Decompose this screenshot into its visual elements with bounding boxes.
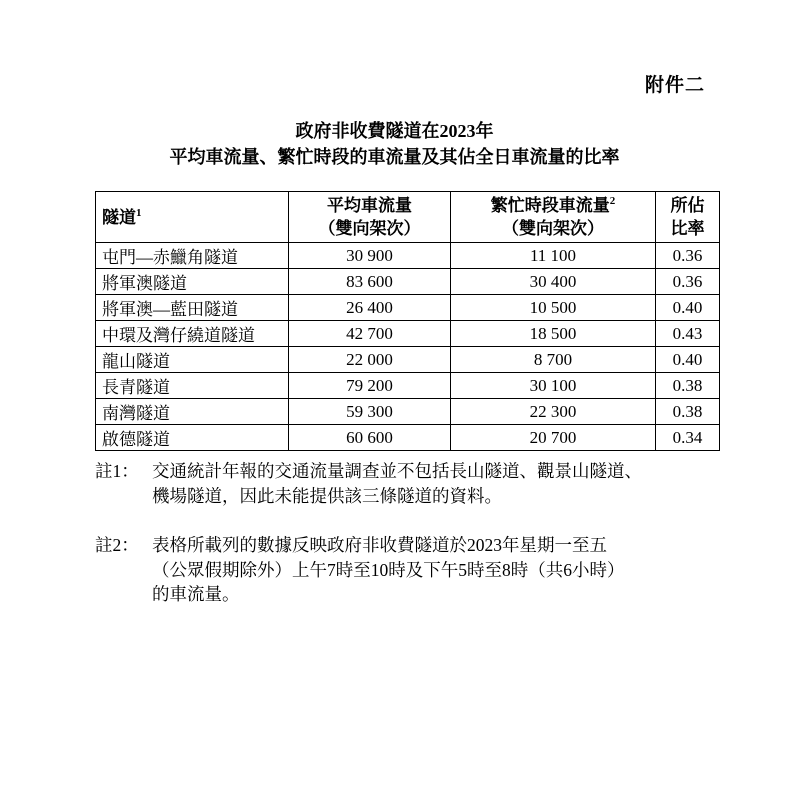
header-peak-line1: 繁忙時段車流量 — [490, 196, 610, 215]
header-average-line2: （雙向架次） — [318, 219, 421, 238]
footnote-2-line-2: （公眾假期除外）上午7時至10時及下午5時至8時（共6小時） — [152, 559, 625, 580]
header-ratio-line2: 比率 — [670, 219, 705, 238]
header-peak-volume — [451, 192, 656, 243]
avg-volume-cell: 42 700 — [289, 321, 451, 347]
ratio-cell: 0.40 — [656, 347, 720, 373]
table-row — [96, 321, 720, 347]
avg-volume-cell: 26 400 — [289, 295, 451, 321]
document-title — [0, 118, 789, 170]
footnotes — [95, 459, 720, 632]
table-row — [96, 399, 720, 425]
title-line-2: 平均車流量、繁忙時段的車流量及其佔全日車流量的比率 — [169, 147, 620, 167]
tunnel-name-cell: 南灣隧道 — [96, 399, 289, 425]
footnote-1-line-2: 機場隧道，因此未能提供該三條隧道的資料。 — [152, 485, 502, 506]
tunnel-name-cell: 屯門—赤鱲角隧道 — [96, 243, 289, 269]
tunnel-name-cell: 中環及灣仔繞道隧道 — [96, 321, 289, 347]
tunnel-traffic-table — [95, 191, 720, 451]
header-ratio — [656, 192, 720, 243]
peak-volume-cell: 18 500 — [451, 321, 656, 347]
peak-volume-cell: 30 100 — [451, 373, 656, 399]
footnote-ref-2: 2 — [609, 195, 616, 207]
footnote-1-text — [152, 459, 720, 508]
tunnel-name-cell: 龍山隧道 — [96, 347, 289, 373]
header-average-volume — [289, 192, 451, 243]
footnote-2-line-1: 表格所載列的數據反映政府非收費隧道於2023年星期一至五 — [152, 535, 607, 555]
header-tunnel — [96, 192, 289, 243]
footnote-2-text — [152, 533, 720, 607]
footnote-2-line-3: 的車流量。 — [152, 584, 240, 604]
header-peak-line2: （雙向架次） — [502, 219, 604, 238]
table-row — [96, 425, 720, 451]
ratio-cell: 0.38 — [656, 399, 720, 425]
tunnel-name-cell: 啟德隧道 — [96, 425, 289, 451]
tunnel-name-cell: 將軍澳隧道 — [96, 269, 289, 295]
ratio-cell: 0.43 — [656, 321, 720, 347]
footnote-ref-1: 1 — [136, 206, 142, 219]
peak-volume-cell: 30 400 — [451, 269, 656, 295]
ratio-cell: 0.40 — [656, 295, 720, 321]
footnote-1-line-1: 交通統計年報的交通流量調查並不包括長山隧道、觀景山隧道、 — [152, 461, 642, 481]
peak-volume-cell: 22 300 — [451, 399, 656, 425]
footnote-1 — [95, 459, 720, 508]
footnote-2-label: 註2： — [95, 535, 139, 555]
avg-volume-cell: 22 000 — [289, 347, 451, 373]
peak-volume-cell: 20 700 — [451, 425, 656, 451]
peak-volume-cell: 8 700 — [451, 347, 656, 373]
avg-volume-cell: 60 600 — [289, 425, 451, 451]
ratio-cell: 0.36 — [656, 243, 720, 269]
header-tunnel-text: 隧道 — [102, 207, 136, 227]
table-row — [96, 243, 720, 269]
table-row — [96, 295, 720, 321]
avg-volume-cell: 79 200 — [289, 373, 451, 399]
ratio-cell: 0.38 — [656, 373, 720, 399]
peak-volume-cell: 11 100 — [451, 243, 656, 269]
header-average-line1: 平均車流量 — [327, 196, 412, 215]
tunnel-name-cell: 將軍澳—藍田隧道 — [96, 295, 289, 321]
avg-volume-cell: 83 600 — [289, 269, 451, 295]
table-row — [96, 373, 720, 399]
title-line-1: 政府非收費隧道在2023年 — [295, 121, 494, 141]
footnote-2 — [95, 533, 720, 607]
avg-volume-cell: 59 300 — [289, 399, 451, 425]
appendix-label: 附件二 — [644, 75, 705, 96]
table-header-row — [96, 192, 720, 243]
header-ratio-line1: 所佔 — [670, 196, 705, 215]
table-row — [96, 269, 720, 295]
table-row — [96, 347, 720, 373]
footnote-1-label: 註1： — [95, 461, 139, 481]
ratio-cell: 0.34 — [656, 425, 720, 451]
tunnel-name-cell: 長青隧道 — [96, 373, 289, 399]
ratio-cell: 0.36 — [656, 269, 720, 295]
peak-volume-cell: 10 500 — [451, 295, 656, 321]
avg-volume-cell: 30 900 — [289, 243, 451, 269]
